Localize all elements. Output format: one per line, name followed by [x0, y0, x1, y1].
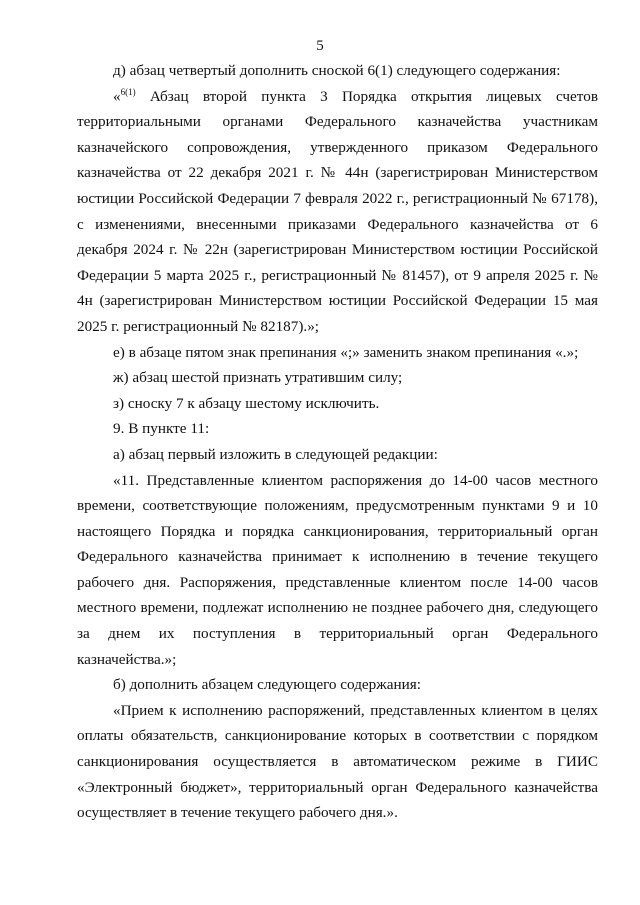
paragraph-quote-new: «Прием к исполнению распоряжений, представленных клиентом в целях оплаты обязательств, санкционирование которых в соответствии с порядком санкционирования осуществляется в автоматическом режиме в ГИИС «Электронный бюджет», территориальный орган Федерального казначейства осуществляет в течение текущего рабочего дня.». — [77, 701, 598, 822]
paragraph-b: б) дополнить абзацем следующего содержания: — [113, 676, 421, 694]
paragraph-a: а) абзац первый изложить в следующей редакции: — [113, 445, 438, 463]
footnote-text: Абзац второй пункта 3 Порядка открытия лицевых счетов территориальными органами Федерального казначейства участникам казначейского сопровождения, утвержденного приказом Федерального казначейства от 22 декабря 2021 г. № 44н (зарегистрирован Министерством юстиции Российской Федерации 7 февраля 2022 г., регистрационный № 67178), с изменениями, внесенными приказами Федерального казначейства от 6 декабря 2024 г. № 22н (зарегистрирован Министерством юстиции Российской Федерации 5 марта 2025 г., регистрационный № 81457), от 9 апреля 2025 г. № 4н (зарегистрирован Министерством юстиции Российской Федерации 15 мая 2025 г. регистрационный № 82187).»; — [77, 87, 598, 335]
paragraph-d: д) абзац четвертый дополнить сноской 6(1) следующего содержания: — [113, 62, 561, 79]
quote-open: « — [113, 87, 121, 105]
paragraph-quote-11: «11. Представленные клиентом распоряжения до 14-00 часов местного времени, соответствующие положениям, предусмотренным пунктами 9 и 10 настоящего Порядка и порядка санкционирования, территориальный орган Федерального казначейства принимает к исполнению в течение текущего рабочего дня. Распоряжения, представленные клиентом после 14-00 часов местного времени, подлежат исполнению не позднее рабочего дня, следующего за днем их поступления в территориальный орган Федерального казначейства.»; — [77, 471, 598, 668]
paragraph-item-9: 9. В пункте 11: — [113, 420, 210, 438]
paragraph-e: е) в абзаце пятом знак препинания «;» заменить знаком препинания «.»; — [113, 343, 579, 361]
paragraph-z: з) сноску 7 к абзацу шестому исключить. — [113, 394, 380, 412]
document-body — [77, 58, 598, 826]
paragraph-zh: ж) абзац шестой признать утратившим силу; — [113, 369, 403, 387]
paragraph-footnote-6-1 — [77, 84, 598, 340]
footnote-mark: 6(1) — [120, 86, 136, 97]
page-number: 5 — [316, 38, 324, 54]
